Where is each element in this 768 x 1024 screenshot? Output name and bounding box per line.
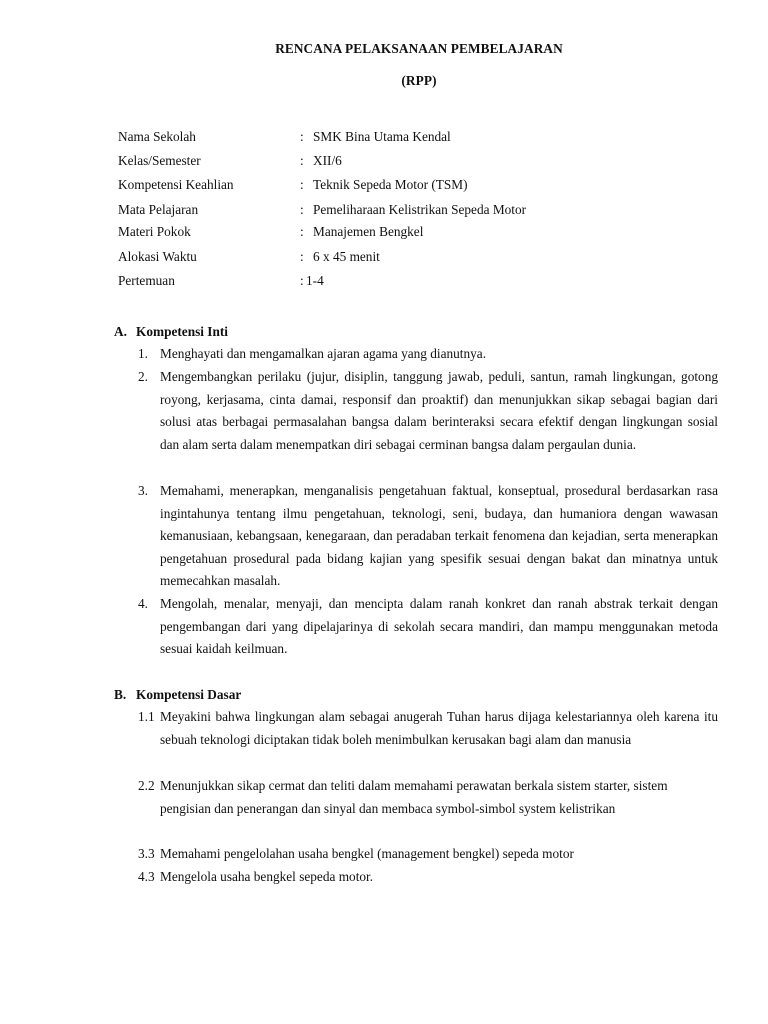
info-row-kelas-semester: [118, 152, 738, 170]
kd-item-number: 1.1: [138, 709, 155, 724]
info-row-kompetensi-keahlian: [118, 176, 738, 194]
ki-item: [138, 343, 718, 366]
info-separator: :: [300, 177, 304, 192]
kd-item-number: 2.2: [138, 778, 155, 793]
ki-item-number: 3.: [138, 483, 148, 498]
info-separator: :: [300, 224, 304, 239]
info-separator: :: [300, 249, 304, 264]
ki-item-text: Mengembangkan perilaku (jujur, disiplin, tanggung jawab, peduli, santun, ramah lingkungan, gotong royong, kerjasama, cinta damai, responsif dan proaktif) dan menunjukkan sikap sebagai bagian dari solusi atas berbagai permasalahan bangsa dalam berinteraksi secara efektif dengan lingkungan sosial dan alam serta dalam menempatkan diri sebagai cerminan bangsa dalam pergaulan dunia.: [160, 369, 718, 452]
info-value: SMK Bina Utama Kendal: [313, 129, 451, 144]
section-heading-kompetensi-dasar: [114, 686, 241, 704]
kd-item-number: 4.3: [138, 869, 155, 884]
ki-item: [138, 366, 718, 456]
info-label: Alokasi Waktu: [118, 249, 197, 264]
section-title: Kompetensi Dasar: [136, 687, 242, 702]
kd-item: [138, 775, 718, 820]
info-value: Manajemen Bengkel: [313, 224, 424, 239]
kd-item-text: Menunjukkan sikap cermat dan teliti dalam memahami perawatan berkala sistem starter, sistem pengisian dan penerangan dan sinyal dan membaca symbol-simbol system kelistrikan: [160, 778, 668, 816]
kd-item-number: 3.3: [138, 846, 155, 861]
section-letter: A.: [114, 324, 127, 339]
kd-item: [138, 843, 718, 866]
info-label: Nama Sekolah: [118, 129, 196, 144]
kd-item: [138, 706, 718, 751]
kd-item: [138, 866, 718, 889]
ki-item-number: 1.: [138, 346, 148, 361]
info-separator: :: [300, 202, 304, 217]
info-row-materi-pokok: [118, 223, 738, 241]
info-label: Mata Pelajaran: [118, 202, 199, 217]
info-separator: :: [300, 273, 304, 288]
info-value: Pemeliharaan Kelistrikan Sepeda Motor: [313, 202, 527, 217]
section-letter: B.: [114, 687, 127, 702]
ki-item-number: 4.: [138, 596, 148, 611]
kd-item-text: Mengelola usaha bengkel sepeda motor.: [160, 869, 374, 884]
info-value: 1-4: [306, 273, 324, 288]
ki-item-text: Memahami, menerapkan, menganalisis pengetahuan faktual, konseptual, prosedural berdasarkan rasa ingintahunya tentang ilmu pengetahuan, teknologi, seni, budaya, dan humaniora dengan wawasan kemanusiaan, kebangsaan, kenegaraan, dan peradaban terkait fenomena dan kejadian, serta menerapkan pengetahuan prosedural pada bidang kajian yang spesifik sesuai dengan bakat dan minatnya untuk memecahkan masalah.: [160, 483, 718, 589]
ki-item-text: Menghayati dan mengamalkan ajaran agama yang dianutnya.: [160, 346, 487, 361]
document-subtitle: (RPP): [401, 73, 437, 88]
info-separator: :: [300, 129, 304, 144]
info-row-alokasi-waktu: [118, 248, 738, 266]
info-label: Materi Pokok: [118, 224, 191, 239]
kd-item-text: Memahami pengelolahan usaha bengkel (management bengkel) sepeda motor: [160, 846, 574, 861]
info-row-nama-sekolah: [118, 128, 738, 146]
ki-item: [138, 593, 718, 661]
info-label: Pertemuan: [118, 273, 175, 288]
ki-item-text: Mengolah, menalar, menyaji, dan mencipta dalam ranah konkret dan ranah abstrak terkait dengan pengembangan dari yang dipelajarinya di sekolah secara mandiri, dan mampu menggunakan metoda sesuai kaidah keilmuan.: [160, 596, 718, 657]
ki-item: [138, 480, 718, 593]
info-label: Kompetensi Keahlian: [118, 177, 234, 192]
kd-item-text: Meyakini bahwa lingkungan alam sebagai anugerah Tuhan harus dijaga kelestariannya oleh karena itu sebuah teknologi diciptakan tidak boleh menimbulkan kerusakan bagi alam dan manusia: [160, 709, 718, 747]
info-row-pertemuan: [118, 272, 738, 290]
info-value: 6 x 45 menit: [313, 249, 380, 264]
section-title: Kompetensi Inti: [136, 324, 228, 339]
info-separator: :: [300, 153, 304, 168]
info-value: XII/6: [313, 153, 342, 168]
section-heading-kompetensi-inti: [114, 323, 228, 341]
document-title: RENCANA PELAKSANAAN PEMBELAJARAN: [275, 41, 563, 56]
info-value: Teknik Sepeda Motor (TSM): [313, 177, 468, 192]
info-label: Kelas/Semester: [118, 153, 201, 168]
info-row-mata-pelajaran: [118, 201, 738, 219]
ki-item-number: 2.: [138, 369, 148, 384]
